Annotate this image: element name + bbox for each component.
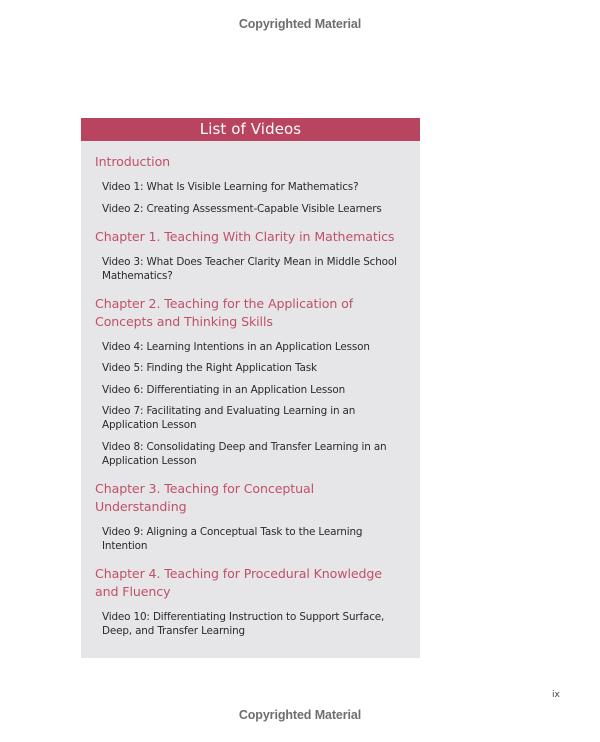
section-chapter-4 bbox=[95, 565, 406, 638]
section-title: Chapter 1. Teaching With Clarity in Mathematics bbox=[95, 228, 395, 244]
video-item: Video 6: Differentiating in an Application Lesson bbox=[102, 383, 346, 396]
section-title: Chapter 3. Teaching for Conceptual Understanding bbox=[95, 480, 314, 514]
page-number: ix bbox=[552, 690, 560, 700]
copyright-watermark-bottom: Copyrighted Material bbox=[238, 708, 362, 722]
video-item: Video 5: Finding the Right Application Task bbox=[102, 362, 317, 374]
video-item: Video 3: What Does Teacher Clarity Mean in Middle School Mathematics? bbox=[102, 255, 397, 282]
section-chapter-2 bbox=[95, 295, 406, 468]
video-item: Video 2: Creating Assessment-Capable Visible Learners bbox=[102, 202, 382, 215]
video-list bbox=[95, 610, 406, 638]
box-body bbox=[81, 141, 420, 638]
section-chapter-3 bbox=[95, 480, 406, 553]
video-item: Video 10: Differentiating Instruction to Support Surface, Deep, and Transfer Learning bbox=[102, 610, 385, 637]
video-list bbox=[95, 180, 406, 216]
video-item: Video 1: What Is Visible Learning for Mathematics? bbox=[102, 181, 359, 193]
video-item: Video 8: Consolidating Deep and Transfer Learning in an Application Lesson bbox=[102, 440, 387, 467]
video-list bbox=[95, 255, 406, 283]
section-introduction bbox=[95, 153, 406, 216]
video-item: Video 7: Facilitating and Evaluating Learning in an Application Lesson bbox=[102, 405, 356, 431]
section-title: Chapter 4. Teaching for Procedural Knowledge and Fluency bbox=[95, 565, 382, 599]
video-list bbox=[95, 525, 406, 553]
video-item: Video 9: Aligning a Conceptual Task to the Learning Intention bbox=[102, 525, 363, 552]
copyright-watermark-top: Copyrighted Material bbox=[238, 17, 362, 31]
video-item: Video 4: Learning Intentions in an Application Lesson bbox=[102, 340, 370, 353]
section-chapter-1 bbox=[95, 228, 406, 283]
box-title: List of Videos bbox=[81, 118, 420, 141]
section-title: Chapter 2. Teaching for the Application of Concepts and Thinking Skills bbox=[95, 295, 354, 329]
section-title: Introduction bbox=[95, 154, 171, 169]
video-list bbox=[95, 340, 406, 468]
list-of-videos-box bbox=[81, 118, 420, 658]
